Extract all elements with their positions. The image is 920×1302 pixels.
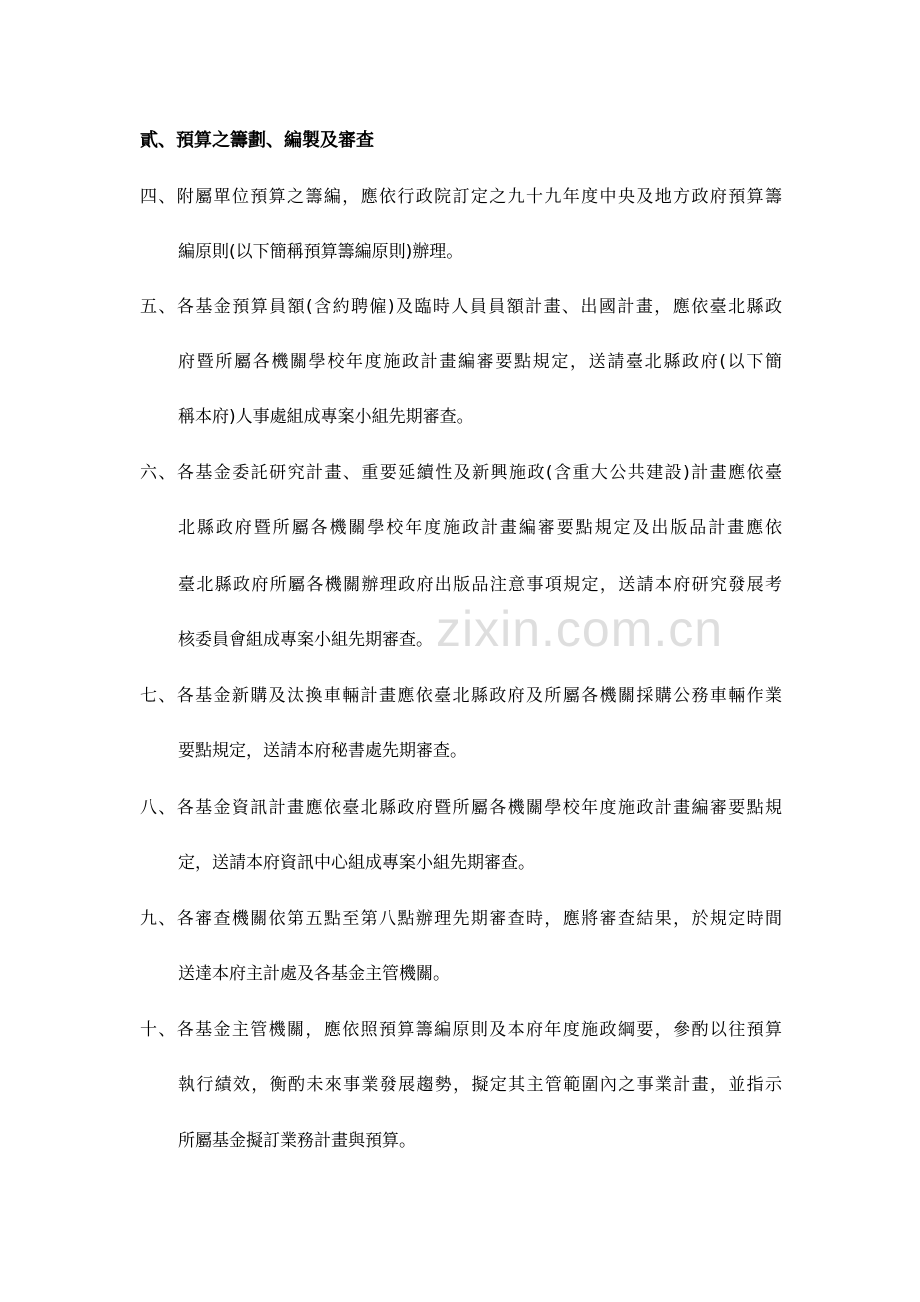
clause-8-line-2: 定，送請本府資訊中心組成專案小組先期審查。 xyxy=(178,853,535,873)
clause-10-line-1: 十、各基金主管機關，應依照預算籌編原則及本府年度施政綱要，參酌以往預算 xyxy=(140,1020,782,1040)
watermark-text: zixin.com.cn xyxy=(436,601,724,657)
clause-6-line-2: 北縣政府暨所屬各機關學校年度施政計畫編審要點規定及出版品計畫應依 xyxy=(178,518,782,538)
clause-9-line-2: 送達本府主計處及各基金主管機關。 xyxy=(178,964,450,984)
clause-7-line-1: 七、各基金新購及汰換車輛計畫應依臺北縣政府及所屬各機關採購公務車輛作業 xyxy=(140,686,782,706)
clause-5-line-1: 五、各基金預算員額(含約聘僱)及臨時人員員額計畫、出國計畫，應依臺北縣政 xyxy=(140,297,782,317)
clause-10-line-2: 執行績效，衡酌未來事業發展趨勢，擬定其主管範圍內之事業計畫，並指示 xyxy=(178,1075,782,1095)
clause-9-line-1: 九、各審查機關依第五點至第八點辦理先期審查時，應將審查結果，於規定時間 xyxy=(140,909,782,929)
clause-6-line-4: 核委員會組成專案小組先期審查。 xyxy=(178,630,433,650)
clause-7-line-2: 要點規定，送請本府秘書處先期審查。 xyxy=(178,741,467,761)
clause-5-line-2: 府暨所屬各機關學校年度施政計畫編審要點規定，送請臺北縣政府(以下簡 xyxy=(178,352,782,372)
clause-8-line-1: 八、各基金資訊計畫應依臺北縣政府暨所屬各機關學校年度施政計畫編審要點規 xyxy=(140,798,782,818)
clause-6-line-3: 臺北縣政府所屬各機關辦理政府出版品注意事項規定，送請本府研究發展考 xyxy=(178,575,782,595)
clause-6-line-1: 六、各基金委託研究計畫、重要延續性及新興施政(含重大公共建設)計畫應依臺 xyxy=(140,463,782,483)
clause-4-line-2: 編原則(以下簡稱預算籌編原則)辦理。 xyxy=(178,242,464,262)
clause-4-line-1: 四、附屬單位預算之籌編，應依行政院訂定之九十九年度中央及地方政府預算籌 xyxy=(140,187,782,207)
clause-5-line-3: 稱本府)人事處組成專案小組先期審查。 xyxy=(178,407,474,427)
section-heading: 貳、預算之籌劃、編製及審查 xyxy=(140,130,374,151)
clause-10-line-3: 所屬基金擬訂業務計畫與預算。 xyxy=(178,1131,416,1151)
